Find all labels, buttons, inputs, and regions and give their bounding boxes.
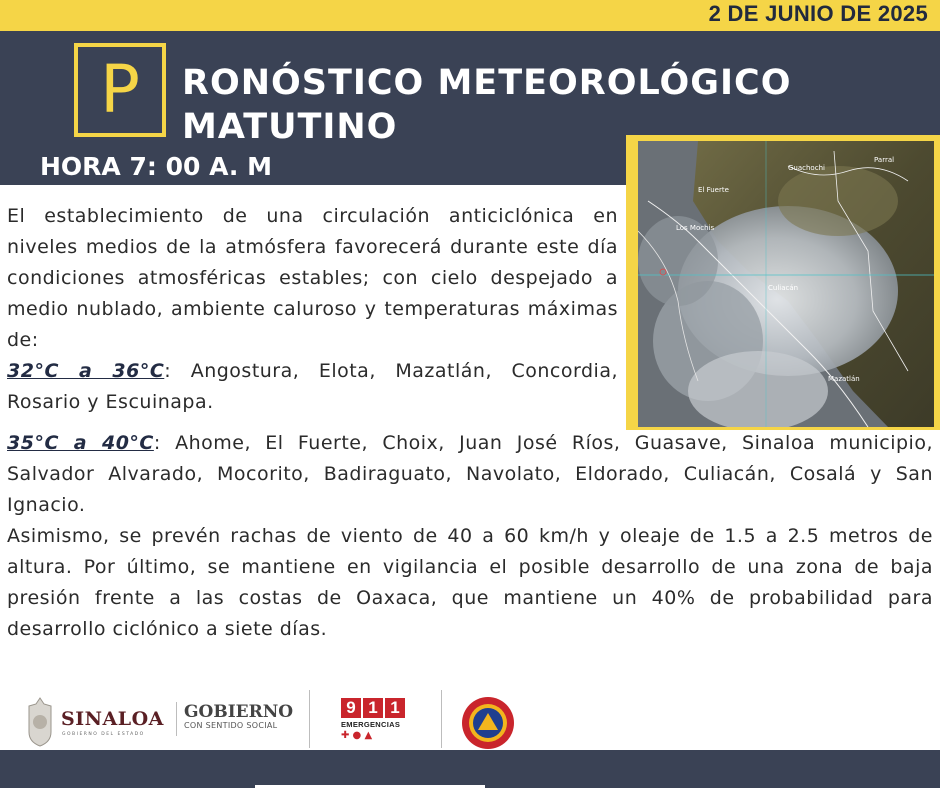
map-label-los-mochis: Los Mochis [676,224,715,232]
title-line-1: RONÓSTICO METEOROLÓGICO [182,63,792,103]
satellite-image [638,141,934,427]
forecast-details [7,428,933,645]
temp-range-2-label: 35°C a 40°C [7,432,154,454]
map-label-el-fuerte: El Fuerte [698,186,729,194]
gobierno-subtitle: CON SENTIDO SOCIAL [184,721,278,730]
forecast-intro [7,201,618,418]
temp-range-1-places: : Angostura, Elota, Mazatlán, Concordia, Rosario y Escuinapa. [7,360,618,413]
sinaloa-subtitle: GOBIERNO DEL ESTADO [62,732,145,737]
footer-divider [441,690,442,748]
footer-logos [0,688,940,750]
top-date-bar [0,0,940,31]
911-digit: 9 [341,698,361,718]
closing-text: Asimismo, se prevén rachas de viento de 40 a 60 km/h y oleaje de 1.5 a 2.5 metros de altura. Por último, se mantiene en vigilancia el posible desarrollo de una zona de baja presión frente a las costas de Oaxaca, que mantiene un 40% de probabilidad para desarrollo ciclónico a siete días. [7,525,933,640]
bottom-bar [0,750,940,788]
map-label-mazatlan: Mazatlán [828,375,860,383]
sinaloa-shield-icon [24,696,56,748]
title-initial-letter: P [100,51,140,128]
forecast-time: HORA 7: 00 A. M [40,152,272,181]
report-date: 2 DE JUNIO DE 2025 [708,1,928,26]
emergencias-911-logo [341,698,407,748]
title-line-2: MATUTINO [182,107,398,147]
911-digit: 1 [363,698,383,718]
map-label-guachochi: Guachochi [788,164,825,172]
sinaloa-logo [24,692,174,748]
footer-divider [176,702,177,736]
emergency-icons: ✚ ● ▲ [341,730,373,741]
map-label-culiacan: Culiacán [768,284,799,292]
footer-divider [309,690,310,748]
temp-range-1-label: 32°C a 36°C [7,360,165,382]
intro-text: El establecimiento de una circulación anticiclónica en niveles medios de la atmósfera favorecerá durante este día condiciones atmosféricas estables; con cielo despejado a medio nublado, ambiente caluroso y temperaturas máximas de: [7,205,618,351]
emergencias-label: EMERGENCIAS [341,720,401,729]
911-digit: 1 [385,698,405,718]
title-initial-box [74,43,166,137]
proteccion-civil-logo-icon [461,696,515,750]
map-label-parral: Parral [874,156,895,164]
gobierno-wordmark: GOBIERNO [184,702,294,722]
sinaloa-wordmark: SINALOA [61,708,164,730]
temp-range-2-places: : Ahome, El Fuerte, Choix, Juan José Ríos, Guasave, Sinaloa municipio, Salvador Alvarado, Mocorito, Badiraguato, Navolato, Eldorado, Culiacán, Cosalá y San Ignacio. [7,432,933,516]
